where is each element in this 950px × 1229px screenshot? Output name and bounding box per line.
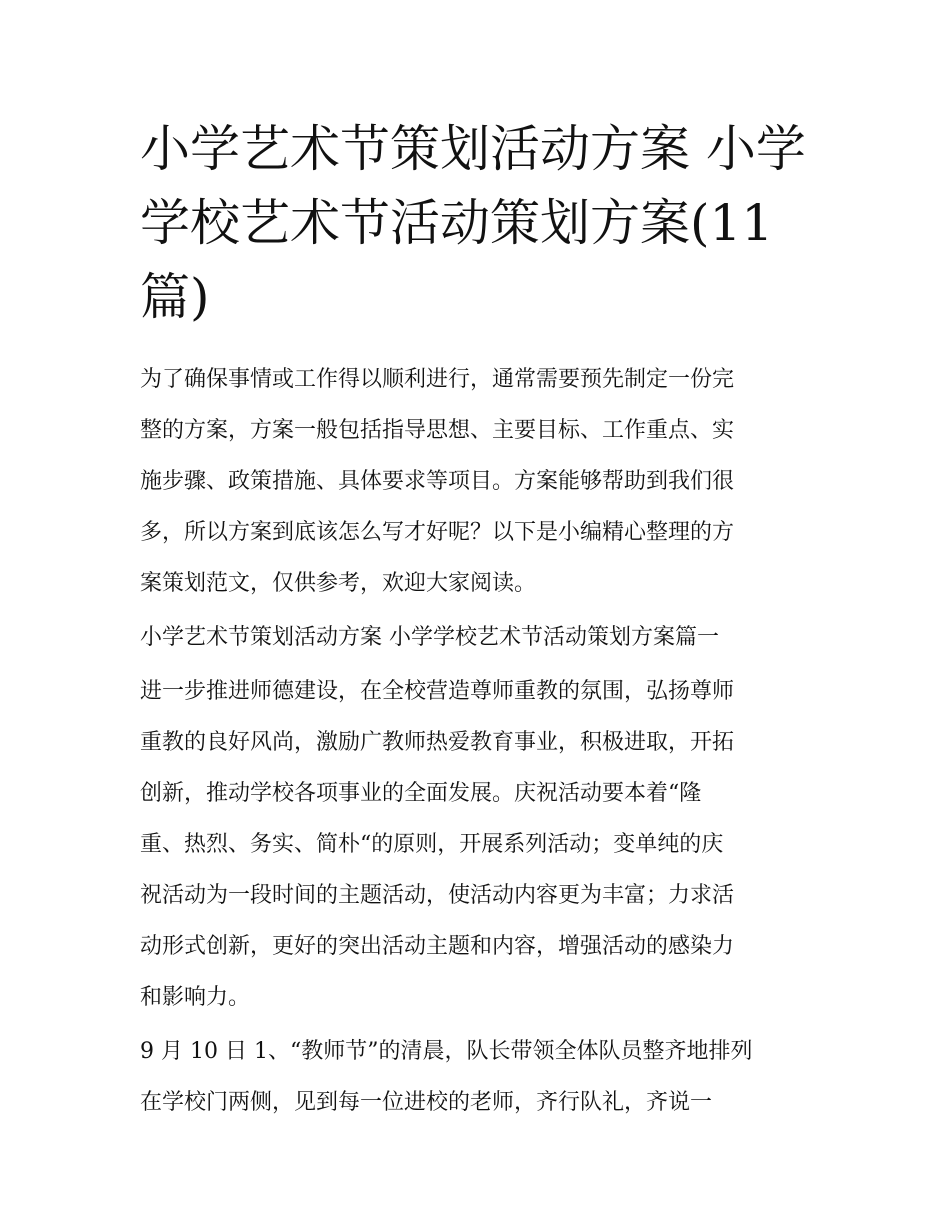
text-line: 动形式创新，更好的突出活动主题和内容，增强活动的感染力: [140, 934, 735, 959]
text-line: 多，所以方案到底该怎么写才好呢？以下是小编精心整理的方: [140, 520, 735, 545]
text-line: 施步骤、政策措施、具体要求等项目。方案能够帮助到我们很: [140, 469, 735, 494]
text-line: 9 月 10 日 1、“教师节”的清晨，队长带领全体队员整齐地排列: [140, 1039, 753, 1064]
title-line: 篇): [140, 268, 210, 326]
paragraph-intro: [140, 354, 820, 609]
text-line: 为了确保事情或工作得以顺利进行，通常需要预先制定一份完: [140, 367, 735, 392]
document-title: [140, 112, 820, 334]
title-line: 小学艺术节策划活动方案 小学: [140, 120, 806, 178]
text-line: 重教的良好风尚，激励广教师热爱教育事业，积极进取，开拓: [140, 730, 735, 755]
text-line: 和影响力。: [140, 985, 251, 1010]
text-line: 创新，推动学校各项事业的全面发展。庆祝活动要本着“隆: [140, 781, 702, 806]
paragraph-section-heading: [140, 612, 820, 663]
text-line: 在学校门两侧，见到每一位进校的老师，齐行队礼，齐说一: [140, 1090, 713, 1115]
paragraph-schedule: [140, 1026, 820, 1128]
text-line: 进一步推进师德建设，在全校营造尊师重教的氛围，弘扬尊师: [140, 679, 735, 704]
document-body: [140, 354, 820, 1128]
title-line: 学校艺术节活动策划方案(11: [140, 194, 774, 252]
paragraph-purpose: [140, 666, 820, 1023]
text-line: 重、热烈、务实、简朴“的原则，开展系列活动；变单纯的庆: [140, 832, 724, 857]
text-line: 整的方案，方案一般包括指导思想、主要目标、工作重点、实: [140, 418, 735, 443]
text-line: 小学艺术节策划活动方案 小学学校艺术节活动策划方案篇一: [140, 625, 719, 650]
text-line: 案策划范文，仅供参考，欢迎大家阅读。: [140, 571, 537, 596]
text-line: 祝活动为一段时间的主题活动，使活动内容更为丰富；力求活: [140, 883, 735, 908]
